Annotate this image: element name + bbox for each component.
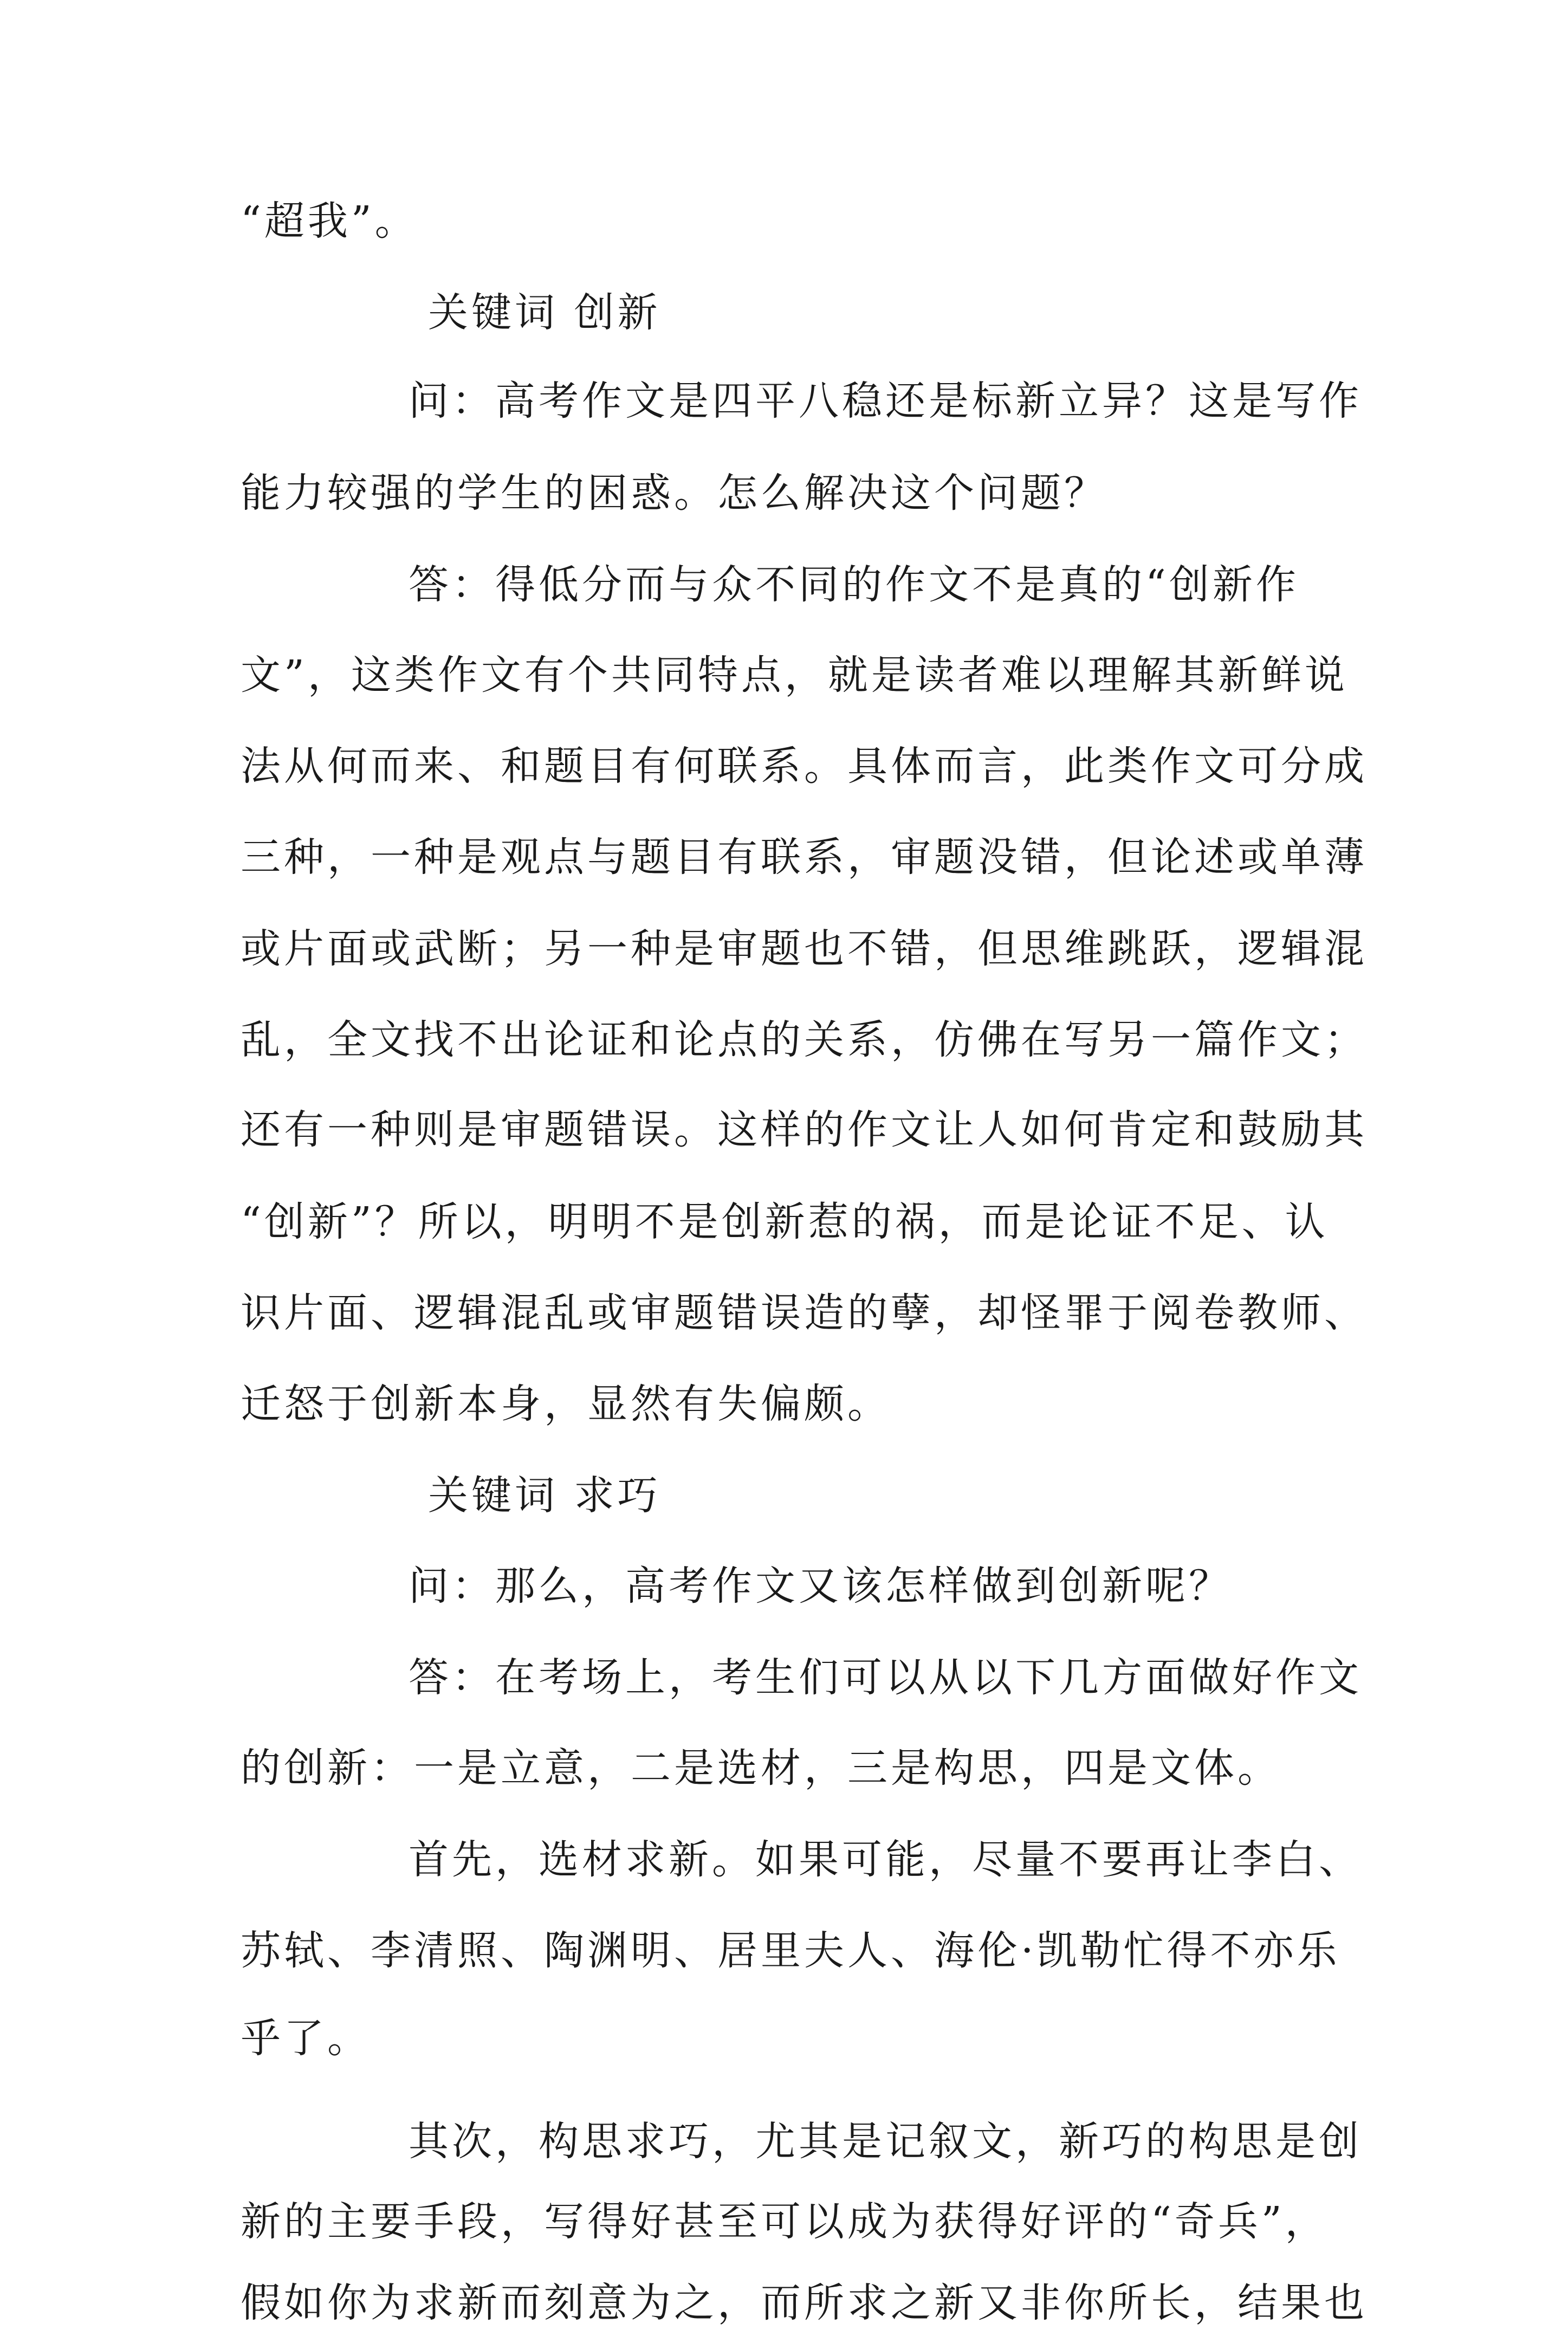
text-line: 乱，全文找不出论证和论点的关系，仿佛在写另一篇作文； <box>241 1017 1368 1063</box>
section-heading: 关键词 求巧 <box>428 1472 661 1519</box>
text-line: 其次，构思求巧，尤其是记叙文，新巧的构思是创 <box>409 2118 1362 2165</box>
text-line: 或片面或武断；另一种是审题也不错，但思维跳跃，逻辑混 <box>241 925 1368 972</box>
text-line: 法从何而来、和题目有何联系。具体而言，此类作文可分成 <box>241 743 1368 789</box>
text-line: 首先，选材求新。如果可能，尽量不要再让李白、 <box>409 1836 1362 1883</box>
text-line: 新的主要手段，写得好甚至可以成为获得好评的“奇兵”， <box>241 2198 1329 2245</box>
text-line: 识片面、逻辑混乱或审题错误造的孽，却怪罪于阅卷教师、 <box>241 1290 1368 1336</box>
text-line: 苏轼、李清照、陶渊明、居里夫人、海伦·凯勒忙得不亦乐 <box>241 1927 1340 1974</box>
text-line: 三种，一种是观点与题目有联系，审题没错，但论述或单薄 <box>241 834 1368 881</box>
text-line: 的创新：一是立意，二是选材，三是构思，四是文体。 <box>241 1745 1281 1791</box>
section-heading: 关键词 创新 <box>428 289 661 336</box>
text-line: “创新”？所以，明明不是创新惹的祸，而是论证不足、认 <box>241 1199 1329 1245</box>
text-line: “超我”。 <box>241 198 418 244</box>
text-line: 假如你为求新而刻意为之，而所求之新又非你所长，结果也 <box>241 2280 1368 2326</box>
answer-line: 答：在考场上，考生们可以从以下几方面做好作文 <box>409 1654 1362 1701</box>
question-line: 问：那么，高考作文又该怎样做到创新呢？ <box>409 1563 1232 1609</box>
text-line: 迁怒于创新本身，显然有失偏颇。 <box>241 1381 891 1427</box>
text-line: 乎了。 <box>241 2015 371 2062</box>
text-line: 还有一种则是审题错误。这样的作文让人如何肯定和鼓励其 <box>241 1106 1368 1153</box>
text-line: 文”，这类作文有个共同特点，就是读者难以理解其新鲜说 <box>241 652 1348 698</box>
answer-line: 答：得低分而与众不同的作文不是真的“创新作 <box>409 561 1299 608</box>
text-line: 能力较强的学生的困惑。怎么解决这个问题？ <box>241 470 1107 516</box>
question-line: 问：高考作文是四平八稳还是标新立异？这是写作 <box>409 378 1362 424</box>
